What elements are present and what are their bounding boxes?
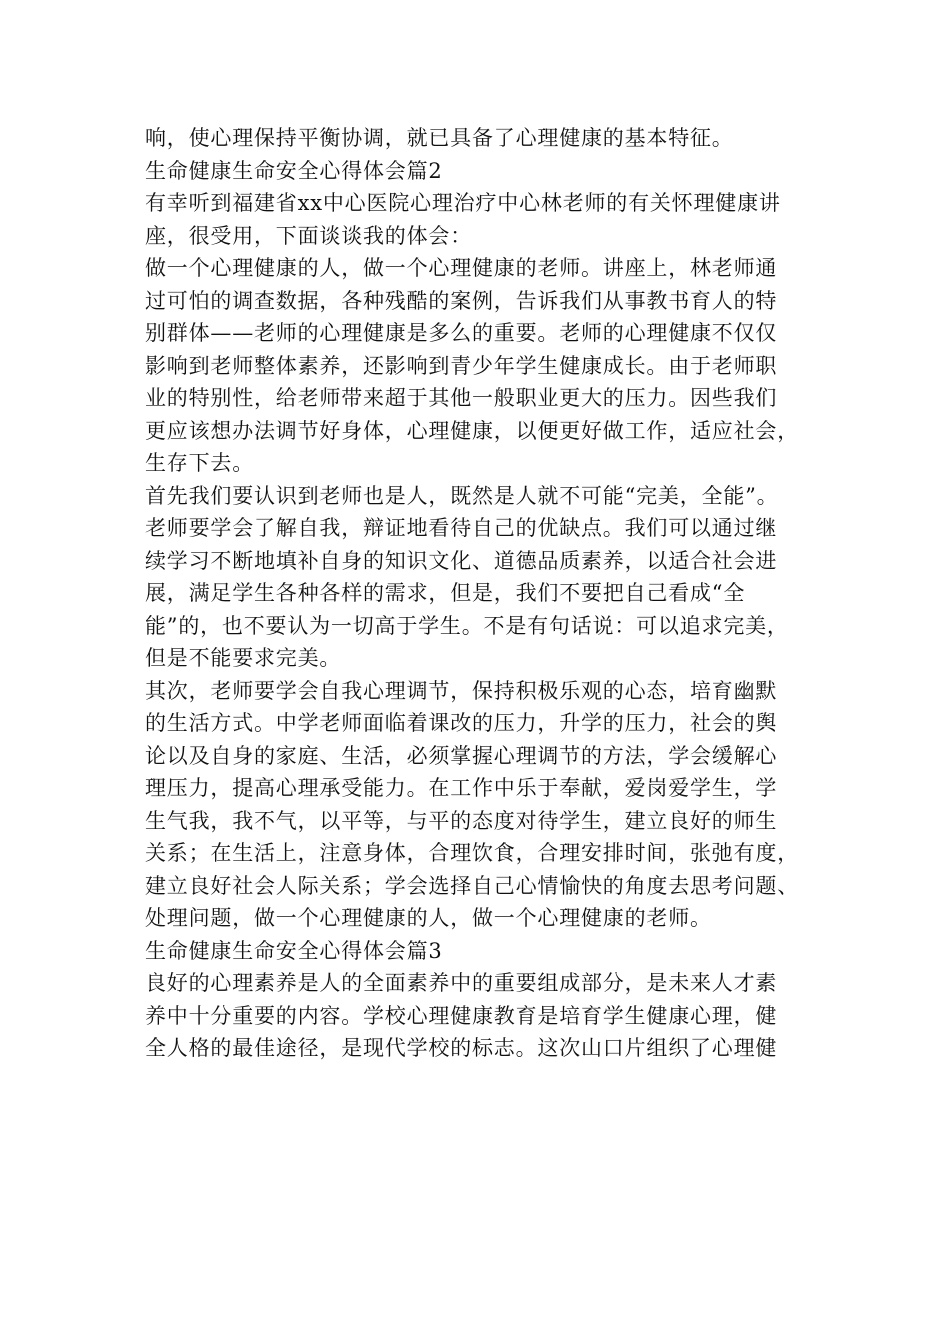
paragraph-line: 的生活方式。中学老师面临着课改的压力，升学的压力，社会的舆	[145, 711, 778, 735]
paragraph-line: 更应该想办法调节好身体，心理健康，以便更好做工作，适应社会，	[145, 418, 799, 443]
paragraph-line: 养中十分重要的内容。学校心理健康教育是培育学生健康心理，健	[145, 1003, 778, 1028]
section-heading: 生命健康生命安全心得体会篇2	[145, 158, 443, 183]
paragraph-line: 响，使心理保持平衡协调，就已具备了心理健康的基本特征。	[145, 126, 734, 150]
paragraph-line: 处理问题，做一个心理健康的人，做一个心理健康的老师。	[145, 906, 712, 930]
paragraph-line: 展，满足学生各种各样的需求，但是，我们不要把自己看成“全	[145, 581, 746, 605]
document-body	[145, 122, 825, 1065]
paragraph-line: 影响到老师整体素养，还影响到青少年学生健康成长。由于老师职	[145, 353, 778, 378]
paragraph-line: 续学习不断地填补自身的知识文化、道德品质素养，以适合社会进	[145, 548, 778, 573]
paragraph-line: 但是不能要求完美。	[145, 646, 342, 670]
paragraph-line: 有幸听到福建省xx中心医院心理治疗中心林老师的有关怀理健康讲	[145, 191, 781, 215]
paragraph-line: 能”的，也不要认为一切高于学生。不是有句话说：可以追求完美，	[145, 613, 789, 638]
paragraph-line: 建立良好社会人际关系；学会选择自己心情愉快的角度去思考问题、	[145, 873, 799, 898]
paragraph-line: 论以及自身的家庭、生活，必须掌握心理调节的方法，学会缓解心	[145, 743, 778, 768]
paragraph-line: 做一个心理健康的人，做一个心理健康的老师。讲座上，林老师通	[145, 256, 778, 280]
paragraph-line: 首先我们要认识到老师也是人，既然是人就不可能“完美，全能”。	[145, 483, 779, 508]
paragraph-line: 全人格的最佳途径，是现代学校的标志。这次山口片组织了心理健	[145, 1036, 778, 1060]
paragraph-line: 过可怕的调查数据，各种残酷的案例，告诉我们从事教书育人的特	[145, 288, 778, 313]
paragraph-line: 其次，老师要学会自我心理调节，保持积极乐观的心态，培育幽默	[145, 678, 778, 703]
paragraph-line: 生存下去。	[145, 451, 254, 475]
paragraph-line: 生气我，我不气，以平等，与平的态度对待学生，建立良好的师生	[145, 808, 778, 833]
paragraph-line: 别群体——老师的心理健康是多么的重要。老师的心理健康不仅仅	[145, 321, 778, 345]
paragraph-line: 业的特别性，给老师带来超于其他一般职业更大的压力。因些我们	[145, 386, 778, 410]
paragraph-line: 关系；在生活上，注意身体，合理饮食，合理安排时间，张弛有度，	[145, 841, 799, 865]
paragraph-line: 理压力，提高心理承受能力。在工作中乐于奉献，爱岗爱学生，学	[145, 776, 778, 800]
paragraph-line: 良好的心理素养是人的全面素养中的重要组成部分，是未来人才素	[145, 971, 778, 995]
paragraph-line: 老师要学会了解自我，辩证地看待自己的优缺点。我们可以通过继	[145, 516, 778, 540]
section-heading: 生命健康生命安全心得体会篇3	[145, 938, 443, 963]
paragraph-line: 座，很受用，下面谈谈我的体会：	[145, 223, 472, 248]
